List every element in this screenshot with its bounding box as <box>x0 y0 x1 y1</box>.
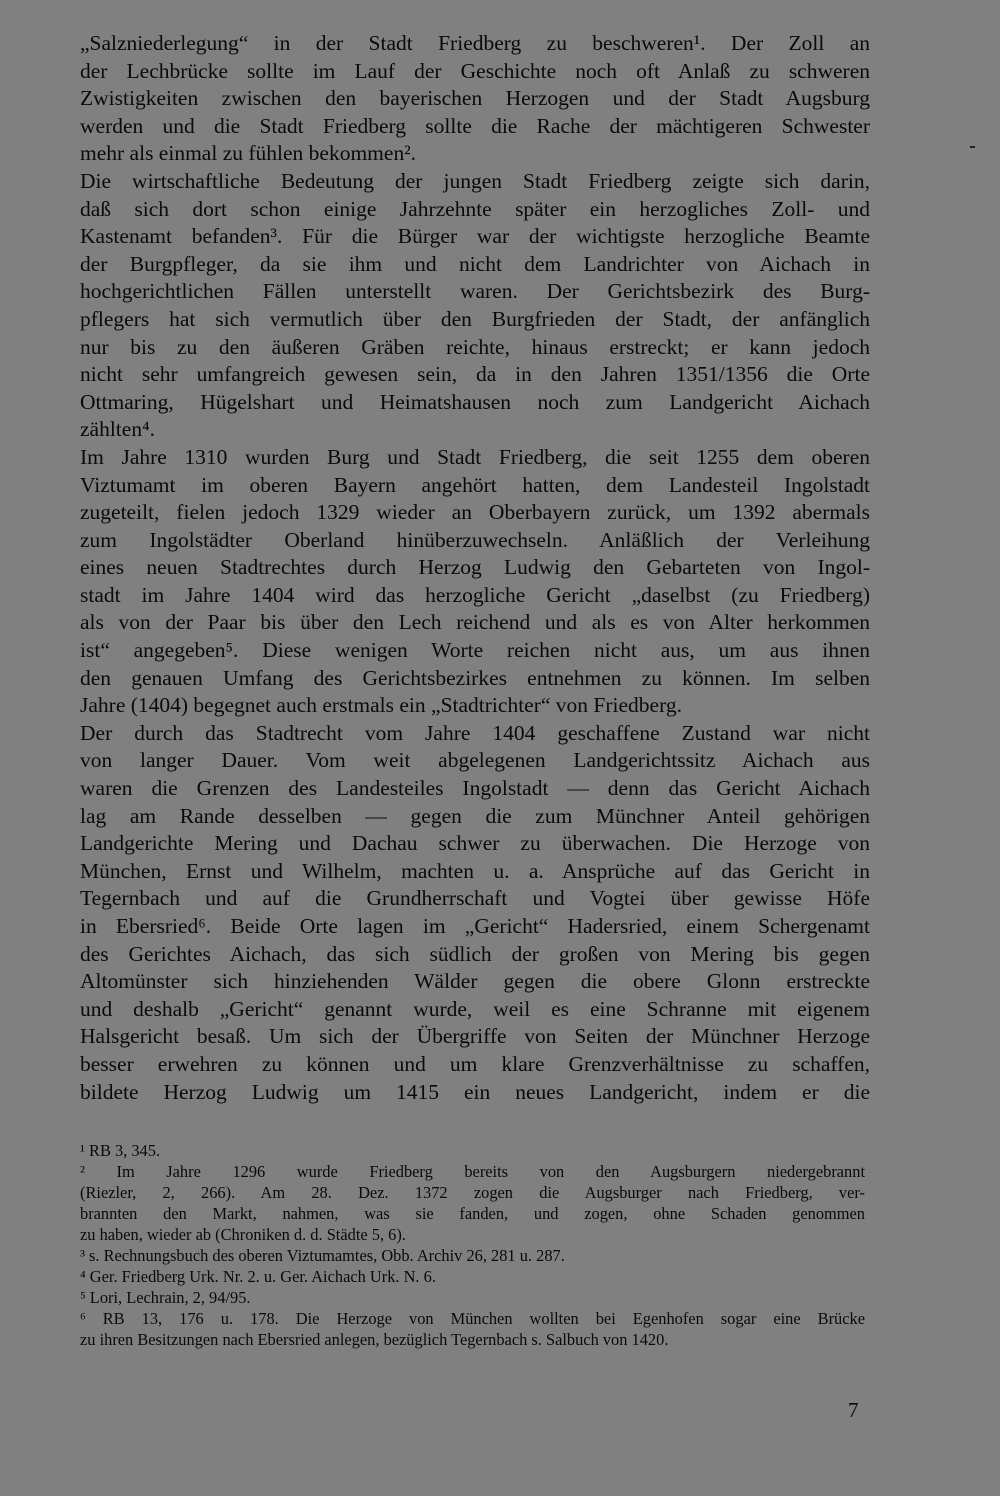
body-line: des Gerichtes Aichach, das sich südlich der großen von Mering bis gegen <box>80 941 870 966</box>
body-line: Altomünster sich hinziehenden Wälder gegen die obere Glonn erstreckte <box>80 969 870 994</box>
body-line: nur bis zu den äußeren Gräben reichte, hinaus erstreckt; er kann jedoch <box>80 334 870 359</box>
footnote-line: (Riezler, 2, 266). Am 28. Dez. 1372 zogen die Augsburger nach Friedberg, ver- <box>80 1183 865 1202</box>
body-line: Der durch das Stadtrecht vom Jahre 1404 geschaffene Zustand war nicht <box>80 720 870 745</box>
body-line: ist“ angegeben⁵. Diese wenigen Worte reichen nicht aus, um aus ihnen <box>80 638 870 663</box>
body-line: eines neuen Stadtrechtes durch Herzog Ludwig den Gebarteten von Ingol- <box>80 555 870 580</box>
body-line: besser erwehren zu können und um klare Grenzverhältnisse zu schaffen, <box>80 1051 870 1076</box>
body-line: „Salzniederlegung“ in der Stadt Friedberg zu beschweren¹. Der Zoll an <box>80 31 870 55</box>
body-line: Halsgericht besaß. Um sich der Übergriffe von Seiten der Münchner Herzoge <box>80 1024 870 1049</box>
body-line: hochgerichtlichen Fällen unterstellt waren. Der Gerichtsbezirk des Burg- <box>80 279 870 304</box>
body-line: Im Jahre 1310 wurden Burg und Stadt Friedberg, die seit 1255 dem oberen <box>80 444 870 469</box>
footnote-line: ² Im Jahre 1296 wurde Friedberg bereits von den Augsburgern niedergebrannt <box>80 1162 865 1181</box>
footnote-line: ¹ RB 3, 345. <box>80 1141 161 1160</box>
body-line: zum Ingolstädter Oberland hinüberzuwechseln. Anläßlich der Verleihung <box>80 527 870 552</box>
body-line: zählten⁴. <box>80 417 155 442</box>
body-line: Ottmaring, Hügelshart und Heimatshausen noch zum Landgericht Aichach <box>80 389 870 414</box>
body-line: lag am Rande desselben — gegen die zum Münchner Anteil gehörigen <box>80 803 870 828</box>
body-line: Tegernbach und auf die Grundherrschaft und Vogtei über gewisse Höfe <box>80 886 870 911</box>
body-line: in Ebersried⁶. Beide Orte lagen im „Gericht“ Hadersried, einem Schergenamt <box>80 914 870 938</box>
body-line: den genauen Umfang des Gerichtsbezirkes entnehmen zu können. Im selben <box>80 665 870 690</box>
body-line: werden und die Stadt Friedberg sollte die Rache der mächtigeren Schwester <box>80 113 870 138</box>
body-line: bildete Herzog Ludwig um 1415 ein neues Landgericht, indem er die <box>80 1079 870 1104</box>
margin-mark <box>970 146 975 148</box>
body-line: München, Ernst und Wilhelm, machten u. a. Ansprüche auf das Gericht in <box>80 858 870 883</box>
footnote-line: ³ s. Rechnungsbuch des oberen Viztumamtes, Obb. Archiv 26, 281 u. 287. <box>80 1246 565 1265</box>
body-line: waren die Grenzen des Landesteiles Ingolstadt — denn das Gericht Aichach <box>80 776 870 801</box>
body-line: Viztumamt im oberen Bayern angehört hatten, dem Landesteil Ingolstadt <box>80 472 870 497</box>
footnote-line: brannten den Markt, nahmen, was sie fanden, und zogen, ohne Schaden genommen <box>80 1204 865 1223</box>
body-line: der Burgpfleger, da sie ihm und nicht dem Landrichter von Aichach in <box>80 251 870 276</box>
body-line: Jahre (1404) begegnet auch erstmals ein „Stadtrichter“ von Friedberg. <box>80 693 682 718</box>
body-line: der Lechbrücke sollte im Lauf der Geschichte noch oft Anlaß zu schweren <box>80 58 870 83</box>
body-line: als von der Paar bis über den Lech reichend und als es von Alter herkommen <box>80 610 870 635</box>
body-line: Kastenamt befanden³. Für die Bürger war der wichtigste herzogliche Beamte <box>80 224 870 249</box>
body-line: stadt im Jahre 1404 wird das herzogliche Gericht „daselbst (zu Friedberg) <box>80 582 870 607</box>
footnote-line: ⁴ Ger. Friedberg Urk. Nr. 2. u. Ger. Aichach Urk. N. 6. <box>80 1267 436 1286</box>
body-line: pflegers hat sich vermutlich über den Burgfrieden der Stadt, der anfänglich <box>80 306 870 331</box>
body-line: von langer Dauer. Vom weit abgelegenen Landgerichtssitz Aichach aus <box>80 748 870 773</box>
footnotes <box>80 1140 865 1350</box>
body-line: zugeteilt, fielen jedoch 1329 wieder an Oberbayern zurück, um 1392 abermals <box>80 500 870 525</box>
body-line: daß sich dort schon einige Jahrzehnte später ein herzogliches Zoll- und <box>80 196 870 221</box>
body-line: und deshalb „Gericht“ genannt wurde, weil es eine Schranne mit eigenem <box>80 996 870 1021</box>
body-line: mehr als einmal zu fühlen bekommen². <box>80 141 417 166</box>
body-text <box>80 30 870 1106</box>
body-line: Die wirtschaftliche Bedeutung der jungen Stadt Friedberg zeigte sich darin, <box>80 168 870 193</box>
body-line: Zwistigkeiten zwischen den bayerischen Herzogen und der Stadt Augsburg <box>80 86 870 111</box>
body-line: Landgerichte Mering und Dachau schwer zu überwachen. Die Herzoge von <box>80 831 870 856</box>
footnote-line: zu ihren Besitzungen nach Ebersried anlegen, bezüglich Tegernbach s. Salbuch von 1420. <box>80 1330 669 1349</box>
footnote-line: zu haben, wieder ab (Chroniken d. d. Städte 5, 6). <box>80 1225 406 1244</box>
page-number: 7 <box>848 1398 859 1422</box>
footnote-line: ⁶ RB 13, 176 u. 178. Die Herzoge von München wollten bei Egenhofen sogar eine Brücke <box>80 1309 865 1328</box>
body-line: nicht sehr umfangreich gewesen sein, da in den Jahren 1351/1356 die Orte <box>80 362 870 387</box>
footnote-line: ⁵ Lori, Lechrain, 2, 94/95. <box>80 1288 251 1307</box>
